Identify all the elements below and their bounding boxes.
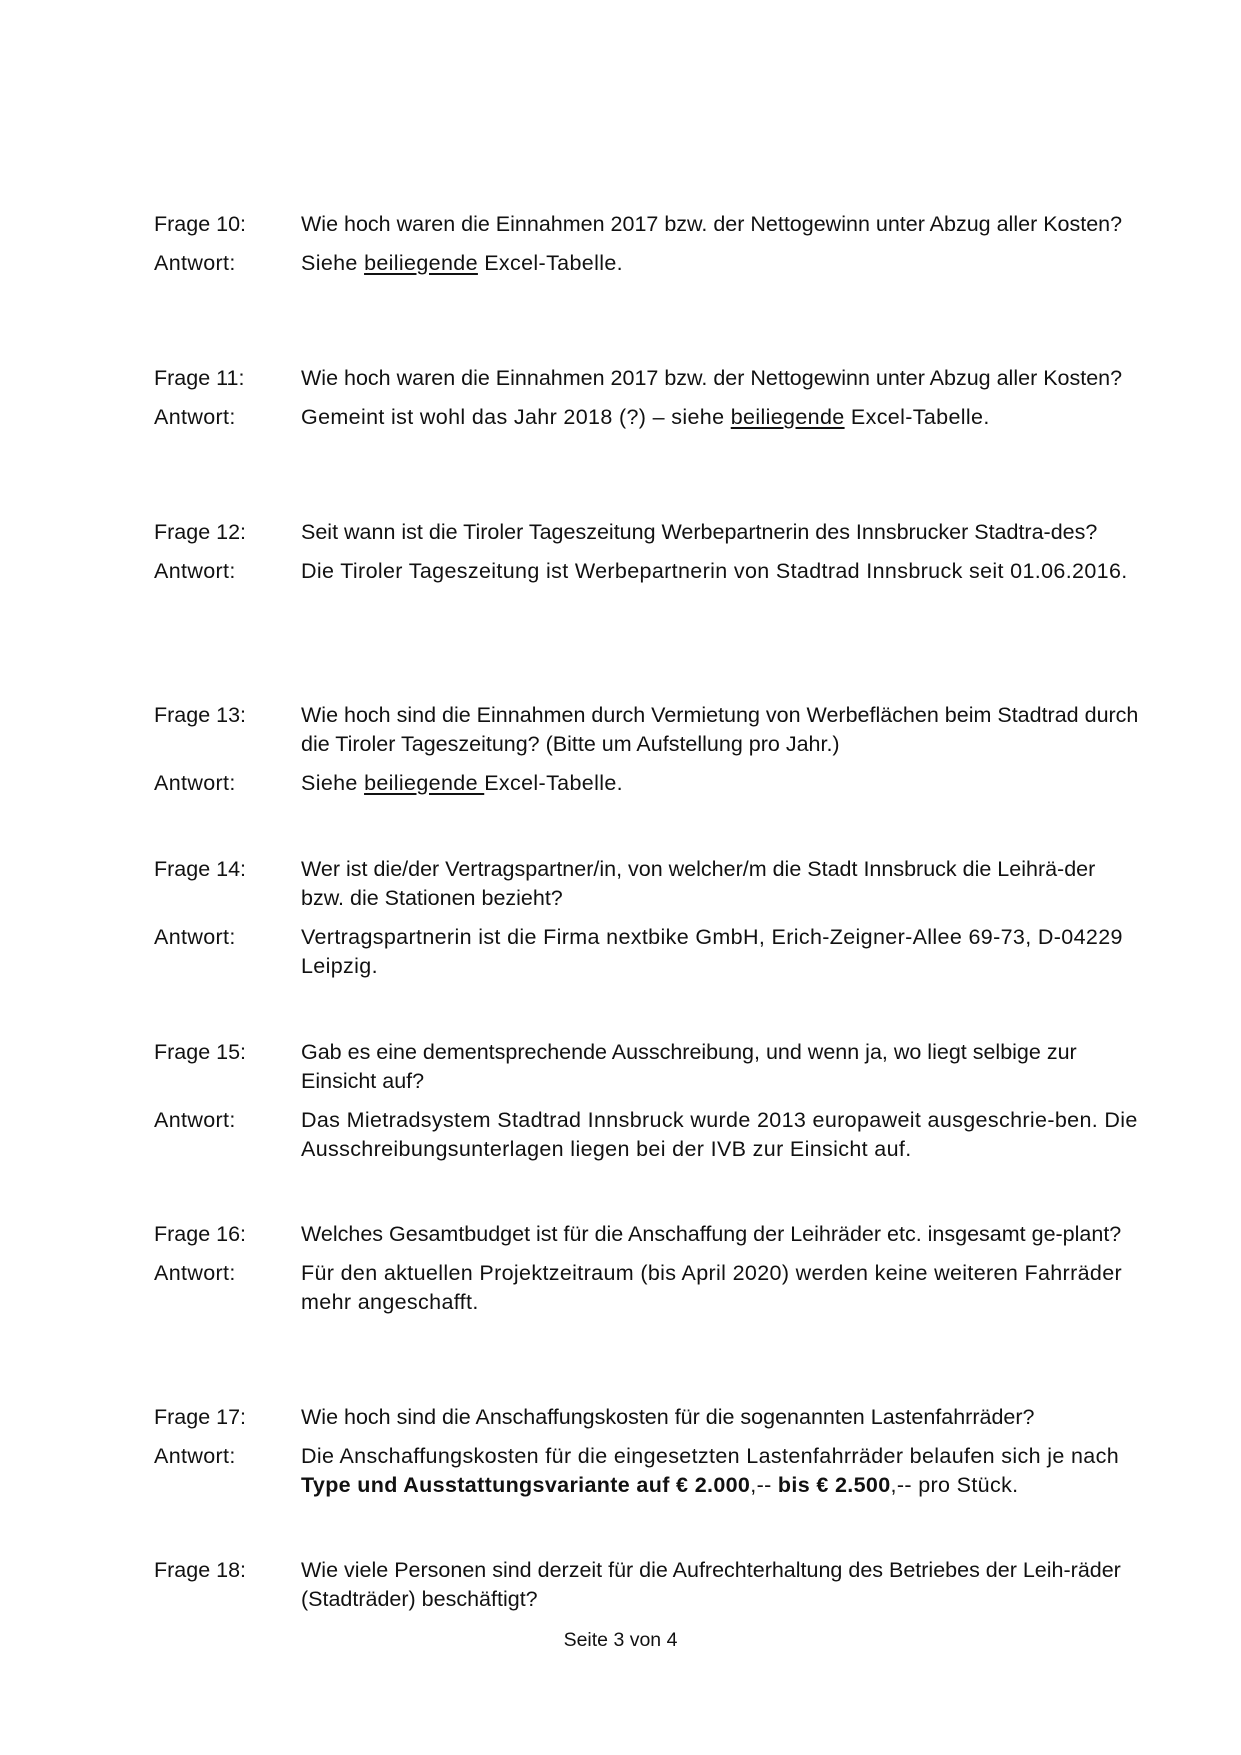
qa-block-10 xyxy=(154,210,1154,278)
answer-label: Antwort: xyxy=(154,771,236,795)
bold-price-text: bis € 2.500 xyxy=(777,1473,891,1497)
underlined-word: beiliegende xyxy=(364,771,485,795)
question-text: Gab es eine dementsprechende Ausschreibung, und wenn ja, wo liegt selbige zur Einsicht auf? xyxy=(301,1040,1077,1093)
answer-text: Die Tiroler Tageszeitung ist Werbepartnerin von Stadtrad Innsbruck seit 01.06.2016. xyxy=(301,559,1128,583)
answer-text: Das Mietradsystem Stadtrad Innsbruck wurde 2013 europaweit ausgeschrie-ben. Die Ausschreibungsunterlagen liegen bei der IVB zur Einsicht auf. xyxy=(301,1108,1138,1161)
question-text: Wer ist die/der Vertragspartner/in, von welcher/m die Stadt Innsbruck die Leihrä-der bzw. die Stationen bezieht? xyxy=(301,857,1096,910)
answer-label: Antwort: xyxy=(154,1261,236,1285)
qa-block-11 xyxy=(154,364,1154,432)
question-label: Frage 13: xyxy=(154,703,247,727)
question-row xyxy=(154,364,1154,393)
question-row xyxy=(154,1403,1154,1432)
answer-text: Für den aktuellen Projektzeitraum (bis April 2020) werden keine weiteren Fahrräder mehr angeschafft. xyxy=(301,1261,1123,1314)
underlined-word: beiliegende xyxy=(730,405,845,429)
page-number: Seite 3 von 4 xyxy=(563,1629,678,1651)
question-label: Frage 15: xyxy=(154,1040,247,1064)
answer-text: Gemeint ist wohl das Jahr 2018 (?) – siehe beiliegende Excel-Tabelle. xyxy=(301,405,990,429)
question-text: Wie hoch waren die Einnahmen 2017 bzw. der Nettogewinn unter Abzug aller Kosten? xyxy=(301,366,1123,390)
answer-text: Die Anschaffungskosten für die eingesetzten Lastenfahrräder belaufen sich je nach Type und Ausstattungsvariante auf € 2.000,-- bis € 2.500,-- pro Stück. xyxy=(301,1444,1120,1497)
question-row xyxy=(154,855,1154,913)
question-label: Frage 10: xyxy=(154,212,247,236)
answer-label: Antwort: xyxy=(154,251,236,275)
question-row xyxy=(154,518,1154,547)
question-text: Wie hoch sind die Einnahmen durch Vermietung von Werbeflächen beim Stadtrad durch die Tiroler Tageszeitung? (Bitte um Aufstellung pro Jahr.) xyxy=(301,703,1139,756)
qa-block-18 xyxy=(154,1556,1154,1614)
question-row xyxy=(154,701,1154,759)
question-text: Seit wann ist die Tiroler Tageszeitung Werbepartnerin des Innsbrucker Stadtra-des? xyxy=(301,520,1098,544)
answer-label: Antwort: xyxy=(154,1444,236,1468)
underlined-word: beiliegende xyxy=(364,251,478,275)
question-text: Wie viele Personen sind derzeit für die Aufrechterhaltung des Betriebes der Leih-räder (Stadträder) beschäftigt? xyxy=(301,1558,1121,1611)
question-label: Frage 18: xyxy=(154,1558,247,1582)
qa-block-12 xyxy=(154,518,1154,586)
answer-row xyxy=(154,249,1154,278)
question-row xyxy=(154,210,1154,239)
answer-label: Antwort: xyxy=(154,559,236,583)
qa-block-17 xyxy=(154,1403,1154,1500)
answer-row xyxy=(154,403,1154,432)
bold-price-text: Type und Ausstattungsvariante auf € 2.000 xyxy=(301,1473,751,1497)
question-label: Frage 12: xyxy=(154,520,247,544)
qa-block-16 xyxy=(154,1220,1154,1317)
answer-row xyxy=(154,1442,1154,1500)
answer-row xyxy=(154,557,1154,586)
answer-row xyxy=(154,769,1154,798)
qa-block-14 xyxy=(154,855,1154,981)
answer-row xyxy=(154,1106,1154,1164)
question-label: Frage 17: xyxy=(154,1405,247,1429)
question-label: Frage 16: xyxy=(154,1222,247,1246)
qa-block-15 xyxy=(154,1038,1154,1164)
answer-row xyxy=(154,923,1154,981)
question-text: Wie hoch waren die Einnahmen 2017 bzw. der Nettogewinn unter Abzug aller Kosten? xyxy=(301,212,1123,236)
answer-label: Antwort: xyxy=(154,925,236,949)
answer-text: Siehe beiliegende Excel-Tabelle. xyxy=(301,771,623,795)
answer-label: Antwort: xyxy=(154,1108,236,1132)
qa-block-13 xyxy=(154,701,1154,798)
answer-text: Vertragspartnerin ist die Firma nextbike GmbH, Erich-Zeigner-Allee 69-73, D-04229 Leipzig. xyxy=(301,925,1123,978)
question-row xyxy=(154,1220,1154,1249)
question-row xyxy=(154,1038,1154,1096)
question-text: Wie hoch sind die Anschaffungskosten für die sogenannten Lastenfahrräder? xyxy=(301,1405,1035,1429)
answer-label: Antwort: xyxy=(154,405,236,429)
question-label: Frage 14: xyxy=(154,857,247,881)
question-label: Frage 11: xyxy=(154,366,245,390)
answer-text: Siehe beiliegende Excel-Tabelle. xyxy=(301,251,623,275)
question-row xyxy=(154,1556,1154,1614)
question-text: Welches Gesamtbudget ist für die Anschaffung der Leihräder etc. insgesamt ge-plant? xyxy=(301,1222,1122,1246)
answer-row xyxy=(154,1259,1154,1317)
